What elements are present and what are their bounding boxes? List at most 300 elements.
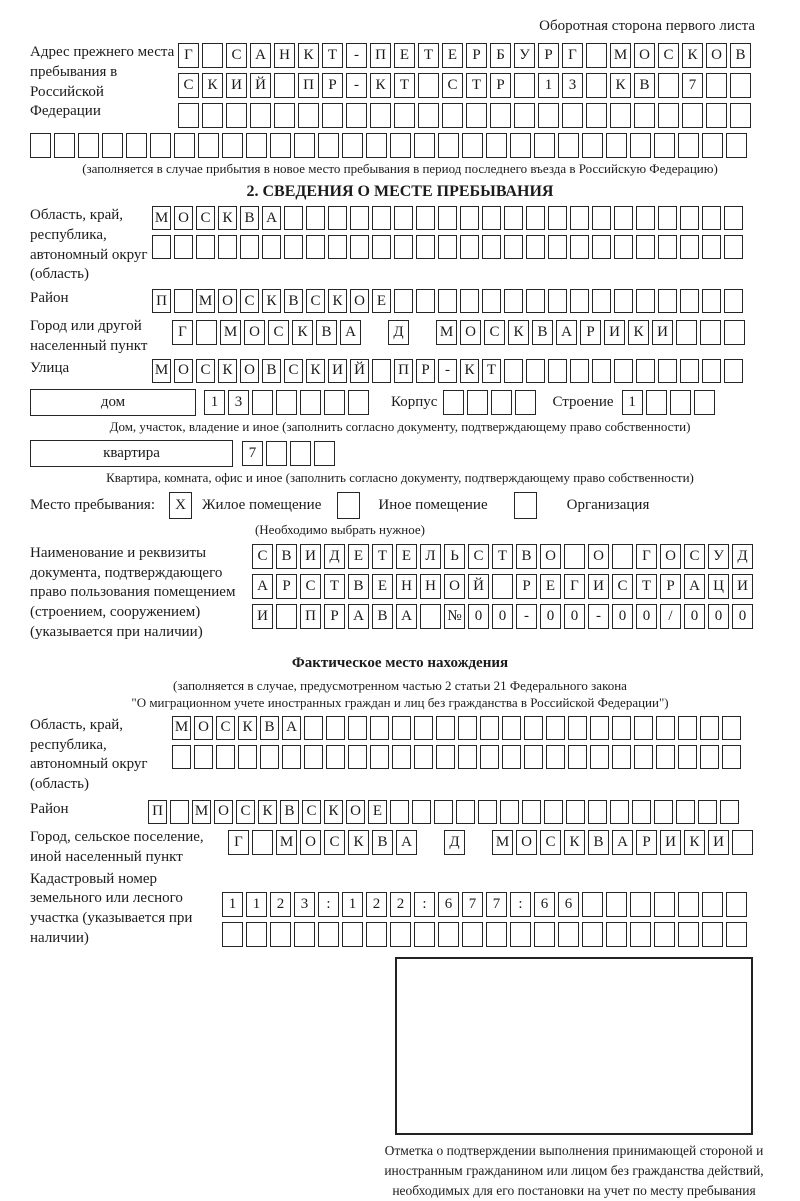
char-box[interactable] — [314, 441, 335, 466]
char-box[interactable]: 0 — [540, 604, 561, 629]
char-box[interactable] — [252, 390, 273, 415]
char-box[interactable] — [416, 235, 435, 259]
char-box[interactable] — [698, 800, 717, 824]
char-box[interactable]: О — [194, 716, 213, 740]
char-box[interactable]: Д — [388, 320, 409, 345]
char-box[interactable]: 0 — [492, 604, 513, 629]
char-box[interactable]: 0 — [732, 604, 753, 629]
char-box[interactable] — [348, 745, 367, 769]
char-box[interactable]: Р — [276, 574, 297, 599]
char-box[interactable] — [152, 235, 171, 259]
char-box[interactable]: Н — [420, 574, 441, 599]
actual-region-row-1[interactable] — [172, 716, 741, 740]
char-box[interactable]: 2 — [270, 892, 291, 917]
char-box[interactable]: Д — [444, 830, 465, 855]
char-box[interactable]: К — [328, 289, 347, 313]
char-box[interactable] — [658, 103, 679, 128]
char-box[interactable] — [492, 574, 513, 599]
previous-address-row-4[interactable] — [30, 133, 747, 158]
char-box[interactable] — [610, 103, 631, 128]
stroenie-row[interactable] — [622, 390, 715, 415]
char-box[interactable] — [436, 716, 455, 740]
char-box[interactable]: Т — [324, 574, 345, 599]
char-box[interactable]: У — [514, 43, 535, 68]
char-box[interactable]: К — [684, 830, 705, 855]
char-box[interactable]: М — [152, 206, 171, 230]
char-box[interactable] — [324, 390, 345, 415]
char-box[interactable]: А — [340, 320, 361, 345]
char-box[interactable] — [318, 922, 339, 947]
char-box[interactable] — [654, 133, 675, 158]
char-box[interactable] — [482, 235, 501, 259]
char-box[interactable] — [218, 235, 237, 259]
char-box[interactable]: С — [324, 830, 345, 855]
char-box[interactable] — [394, 206, 413, 230]
char-box[interactable] — [298, 103, 319, 128]
char-box[interactable]: К — [460, 359, 479, 383]
char-box[interactable]: Р — [636, 830, 657, 855]
char-box[interactable] — [548, 235, 567, 259]
char-box[interactable]: Е — [442, 43, 463, 68]
section2-region-row-1[interactable] — [152, 206, 743, 230]
char-box[interactable]: И — [604, 320, 625, 345]
char-box[interactable] — [78, 133, 99, 158]
char-box[interactable] — [680, 289, 699, 313]
char-box[interactable] — [654, 800, 673, 824]
char-box[interactable] — [630, 892, 651, 917]
char-box[interactable] — [366, 133, 387, 158]
char-box[interactable] — [546, 745, 565, 769]
char-box[interactable] — [656, 745, 675, 769]
char-box[interactable]: Н — [396, 574, 417, 599]
cadastral-row-1[interactable] — [222, 892, 747, 917]
char-box[interactable]: О — [444, 574, 465, 599]
char-box[interactable]: Д — [324, 544, 345, 569]
char-box[interactable] — [630, 133, 651, 158]
char-box[interactable] — [582, 133, 603, 158]
char-box[interactable]: С — [284, 359, 303, 383]
char-box[interactable]: К — [298, 43, 319, 68]
char-box[interactable] — [676, 800, 695, 824]
char-box[interactable]: А — [684, 574, 705, 599]
char-box[interactable]: В — [316, 320, 337, 345]
char-box[interactable]: 3 — [228, 390, 249, 415]
korpus-row[interactable] — [443, 390, 536, 415]
char-box[interactable]: Т — [492, 544, 513, 569]
char-box[interactable] — [372, 235, 391, 259]
char-box[interactable] — [656, 716, 675, 740]
char-box[interactable]: О — [218, 289, 237, 313]
char-box[interactable]: И — [660, 830, 681, 855]
char-box[interactable]: И — [708, 830, 729, 855]
char-box[interactable]: М — [276, 830, 297, 855]
char-box[interactable] — [524, 745, 543, 769]
char-box[interactable] — [240, 235, 259, 259]
char-box[interactable] — [682, 103, 703, 128]
char-box[interactable] — [216, 745, 235, 769]
char-box[interactable] — [274, 73, 295, 98]
char-box[interactable] — [702, 206, 721, 230]
char-box[interactable]: К — [258, 800, 277, 824]
char-box[interactable]: 6 — [438, 892, 459, 917]
char-box[interactable] — [526, 359, 545, 383]
char-box[interactable]: П — [148, 800, 167, 824]
char-box[interactable]: С — [684, 544, 705, 569]
checkbox-residential[interactable]: X — [169, 492, 192, 519]
char-box[interactable] — [462, 133, 483, 158]
char-box[interactable]: А — [396, 830, 417, 855]
char-box[interactable]: Т — [418, 43, 439, 68]
char-box[interactable] — [678, 745, 697, 769]
previous-address-row-3[interactable] — [178, 103, 751, 128]
char-box[interactable]: Р — [416, 359, 435, 383]
char-box[interactable]: В — [280, 800, 299, 824]
char-box[interactable]: Ц — [708, 574, 729, 599]
char-box[interactable] — [548, 289, 567, 313]
char-box[interactable] — [726, 922, 747, 947]
char-box[interactable] — [636, 289, 655, 313]
char-box[interactable] — [730, 103, 751, 128]
char-box[interactable] — [442, 103, 463, 128]
char-box[interactable]: Е — [372, 289, 391, 313]
char-box[interactable] — [702, 892, 723, 917]
char-box[interactable]: Т — [372, 544, 393, 569]
char-box[interactable]: О — [660, 544, 681, 569]
char-box[interactable]: Р — [324, 604, 345, 629]
char-box[interactable] — [346, 103, 367, 128]
char-box[interactable] — [702, 289, 721, 313]
char-box[interactable] — [466, 103, 487, 128]
char-box[interactable] — [276, 390, 297, 415]
actual-region-row-2[interactable] — [172, 745, 741, 769]
char-box[interactable] — [300, 390, 321, 415]
char-box[interactable]: 0 — [708, 604, 729, 629]
char-box[interactable] — [568, 745, 587, 769]
char-box[interactable] — [490, 103, 511, 128]
char-box[interactable] — [630, 922, 651, 947]
char-box[interactable]: Е — [540, 574, 561, 599]
char-box[interactable]: А — [348, 604, 369, 629]
char-box[interactable] — [174, 289, 193, 313]
char-box[interactable] — [456, 800, 475, 824]
char-box[interactable] — [534, 922, 555, 947]
char-box[interactable]: К — [610, 73, 631, 98]
char-box[interactable] — [394, 235, 413, 259]
section2-city-row[interactable] — [172, 320, 745, 345]
char-box[interactable]: 6 — [534, 892, 555, 917]
char-box[interactable] — [460, 235, 479, 259]
char-box[interactable] — [702, 922, 723, 947]
char-box[interactable]: 2 — [390, 892, 411, 917]
char-box[interactable]: А — [262, 206, 281, 230]
char-box[interactable] — [394, 289, 413, 313]
char-box[interactable] — [54, 133, 75, 158]
char-box[interactable] — [348, 716, 367, 740]
char-box[interactable]: О — [174, 359, 193, 383]
char-box[interactable]: Е — [348, 544, 369, 569]
char-box[interactable] — [548, 206, 567, 230]
char-box[interactable] — [500, 800, 519, 824]
char-box[interactable] — [326, 745, 345, 769]
char-box[interactable] — [730, 73, 751, 98]
char-box[interactable] — [438, 289, 457, 313]
char-box[interactable]: О — [214, 800, 233, 824]
char-box[interactable]: М — [492, 830, 513, 855]
char-box[interactable]: К — [238, 716, 257, 740]
char-box[interactable] — [702, 359, 721, 383]
char-box[interactable] — [178, 103, 199, 128]
char-box[interactable] — [694, 390, 715, 415]
char-box[interactable] — [438, 922, 459, 947]
char-box[interactable] — [570, 359, 589, 383]
char-box[interactable]: К — [564, 830, 585, 855]
char-box[interactable] — [606, 922, 627, 947]
char-box[interactable] — [700, 745, 719, 769]
char-box[interactable]: И — [588, 574, 609, 599]
char-box[interactable]: А — [556, 320, 577, 345]
char-box[interactable] — [416, 206, 435, 230]
char-box[interactable]: О — [346, 800, 365, 824]
char-box[interactable]: П — [370, 43, 391, 68]
char-box[interactable] — [724, 289, 743, 313]
char-box[interactable]: Г — [178, 43, 199, 68]
char-box[interactable] — [102, 133, 123, 158]
char-box[interactable]: К — [306, 359, 325, 383]
char-box[interactable] — [732, 830, 753, 855]
char-box[interactable]: Й — [250, 73, 271, 98]
char-box[interactable] — [636, 206, 655, 230]
char-box[interactable] — [342, 133, 363, 158]
char-box[interactable]: Г — [172, 320, 193, 345]
char-box[interactable]: К — [324, 800, 343, 824]
char-box[interactable] — [538, 103, 559, 128]
char-box[interactable]: М — [436, 320, 457, 345]
char-box[interactable] — [294, 922, 315, 947]
char-box[interactable] — [634, 103, 655, 128]
char-box[interactable]: С — [658, 43, 679, 68]
char-box[interactable] — [30, 133, 51, 158]
char-box[interactable] — [612, 716, 631, 740]
char-box[interactable] — [252, 830, 273, 855]
char-box[interactable] — [504, 206, 523, 230]
char-box[interactable]: К — [262, 289, 281, 313]
char-box[interactable] — [700, 320, 721, 345]
char-box[interactable] — [724, 320, 745, 345]
char-box[interactable]: К — [292, 320, 313, 345]
char-box[interactable]: 1 — [222, 892, 243, 917]
char-box[interactable]: Р — [490, 73, 511, 98]
char-box[interactable] — [467, 390, 488, 415]
char-box[interactable] — [606, 133, 627, 158]
char-box[interactable]: Й — [350, 359, 369, 383]
char-box[interactable] — [680, 206, 699, 230]
char-box[interactable]: Н — [274, 43, 295, 68]
char-box[interactable] — [438, 133, 459, 158]
char-box[interactable]: 7 — [462, 892, 483, 917]
char-box[interactable]: Р — [538, 43, 559, 68]
char-box[interactable] — [654, 892, 675, 917]
char-box[interactable]: К — [370, 73, 391, 98]
char-box[interactable] — [284, 206, 303, 230]
char-box[interactable]: М — [610, 43, 631, 68]
char-box[interactable] — [726, 892, 747, 917]
house-type-box[interactable]: дом — [30, 389, 196, 416]
char-box[interactable] — [266, 441, 287, 466]
char-box[interactable]: А — [250, 43, 271, 68]
char-box[interactable] — [676, 320, 697, 345]
char-box[interactable] — [328, 206, 347, 230]
char-box[interactable]: А — [252, 574, 273, 599]
char-box[interactable]: 0 — [636, 604, 657, 629]
char-box[interactable] — [586, 43, 607, 68]
char-box[interactable] — [510, 133, 531, 158]
char-box[interactable] — [438, 235, 457, 259]
char-box[interactable] — [504, 359, 523, 383]
char-box[interactable]: 0 — [612, 604, 633, 629]
char-box[interactable]: С — [240, 289, 259, 313]
char-box[interactable] — [634, 716, 653, 740]
char-box[interactable]: В — [276, 544, 297, 569]
char-box[interactable] — [722, 716, 741, 740]
char-box[interactable]: Б — [490, 43, 511, 68]
actual-district-row[interactable] — [148, 800, 739, 824]
char-box[interactable] — [322, 103, 343, 128]
char-box[interactable]: О — [634, 43, 655, 68]
cadastral-row-2[interactable] — [222, 922, 747, 947]
char-box[interactable] — [678, 716, 697, 740]
char-box[interactable] — [350, 235, 369, 259]
char-box[interactable] — [590, 716, 609, 740]
char-box[interactable]: Т — [636, 574, 657, 599]
char-box[interactable]: 0 — [468, 604, 489, 629]
char-box[interactable] — [582, 892, 603, 917]
char-box[interactable] — [722, 745, 741, 769]
char-box[interactable] — [592, 289, 611, 313]
char-box[interactable]: - — [346, 43, 367, 68]
char-box[interactable] — [702, 235, 721, 259]
document-row-2[interactable] — [252, 574, 753, 599]
char-box[interactable]: Ь — [444, 544, 465, 569]
checkbox-organization[interactable] — [514, 492, 537, 519]
char-box[interactable] — [390, 800, 409, 824]
char-box[interactable]: И — [300, 544, 321, 569]
char-box[interactable] — [262, 235, 281, 259]
char-box[interactable] — [586, 73, 607, 98]
char-box[interactable]: 7 — [242, 441, 263, 466]
char-box[interactable] — [418, 103, 439, 128]
char-box[interactable] — [526, 235, 545, 259]
char-box[interactable] — [150, 133, 171, 158]
char-box[interactable]: О — [300, 830, 321, 855]
char-box[interactable]: И — [652, 320, 673, 345]
char-box[interactable]: С — [306, 289, 325, 313]
char-box[interactable] — [590, 745, 609, 769]
char-box[interactable]: О — [588, 544, 609, 569]
char-box[interactable]: : — [510, 892, 531, 917]
char-box[interactable]: 1 — [204, 390, 225, 415]
char-box[interactable] — [480, 716, 499, 740]
char-box[interactable] — [515, 390, 536, 415]
char-box[interactable]: / — [660, 604, 681, 629]
char-box[interactable] — [658, 359, 677, 383]
char-box[interactable] — [174, 235, 193, 259]
char-box[interactable]: Г — [562, 43, 583, 68]
char-box[interactable] — [260, 745, 279, 769]
char-box[interactable] — [328, 235, 347, 259]
char-box[interactable] — [198, 133, 219, 158]
char-box[interactable]: 7 — [486, 892, 507, 917]
char-box[interactable]: С — [484, 320, 505, 345]
char-box[interactable]: 6 — [558, 892, 579, 917]
char-box[interactable]: С — [300, 574, 321, 599]
char-box[interactable] — [202, 103, 223, 128]
char-box[interactable] — [482, 289, 501, 313]
char-box[interactable]: Т — [394, 73, 415, 98]
house-number-row[interactable] — [204, 390, 369, 415]
char-box[interactable] — [614, 206, 633, 230]
char-box[interactable] — [174, 133, 195, 158]
char-box[interactable]: В — [372, 604, 393, 629]
char-box[interactable]: И — [328, 359, 347, 383]
char-box[interactable]: № — [444, 604, 465, 629]
char-box[interactable] — [438, 206, 457, 230]
char-box[interactable]: 1 — [538, 73, 559, 98]
char-box[interactable] — [196, 320, 217, 345]
char-box[interactable] — [326, 716, 345, 740]
char-box[interactable] — [534, 133, 555, 158]
char-box[interactable]: Й — [468, 574, 489, 599]
char-box[interactable]: К — [218, 206, 237, 230]
char-box[interactable]: В — [372, 830, 393, 855]
char-box[interactable] — [678, 922, 699, 947]
char-box[interactable] — [478, 800, 497, 824]
char-box[interactable]: М — [196, 289, 215, 313]
char-box[interactable]: В — [532, 320, 553, 345]
char-box[interactable]: Т — [482, 359, 501, 383]
char-box[interactable]: К — [628, 320, 649, 345]
char-box[interactable] — [294, 133, 315, 158]
char-box[interactable]: О — [460, 320, 481, 345]
char-box[interactable]: Г — [564, 574, 585, 599]
char-box[interactable] — [582, 922, 603, 947]
char-box[interactable] — [246, 922, 267, 947]
char-box[interactable]: 1 — [342, 892, 363, 917]
char-box[interactable] — [706, 103, 727, 128]
char-box[interactable] — [342, 922, 363, 947]
char-box[interactable]: М — [152, 359, 171, 383]
char-box[interactable] — [592, 235, 611, 259]
char-box[interactable] — [570, 206, 589, 230]
char-box[interactable] — [270, 133, 291, 158]
char-box[interactable] — [724, 235, 743, 259]
char-box[interactable] — [562, 103, 583, 128]
char-box[interactable] — [238, 745, 257, 769]
char-box[interactable]: : — [318, 892, 339, 917]
char-box[interactable] — [412, 800, 431, 824]
char-box[interactable] — [276, 604, 297, 629]
char-box[interactable]: О — [350, 289, 369, 313]
char-box[interactable] — [390, 133, 411, 158]
char-box[interactable]: С — [540, 830, 561, 855]
section2-district-row[interactable] — [152, 289, 743, 313]
char-box[interactable] — [366, 922, 387, 947]
char-box[interactable] — [460, 289, 479, 313]
char-box[interactable] — [194, 745, 213, 769]
char-box[interactable] — [700, 716, 719, 740]
char-box[interactable] — [570, 235, 589, 259]
char-box[interactable] — [480, 745, 499, 769]
char-box[interactable]: И — [252, 604, 273, 629]
